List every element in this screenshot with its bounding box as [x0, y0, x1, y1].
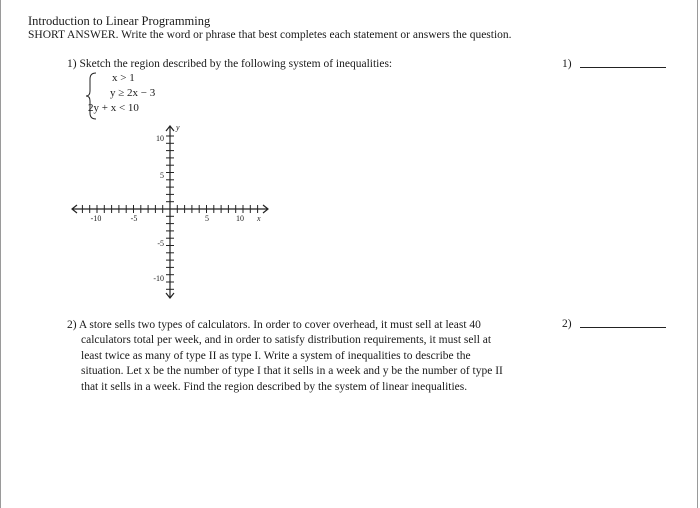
y-axis-label: y: [176, 123, 180, 132]
inequality-2: y ≥ 2x − 3: [110, 87, 156, 99]
y-tick-label: 10: [156, 134, 164, 143]
question-2-line: least twice as many of type II as type I. Write a system of inequalities to describe the: [81, 349, 471, 362]
page-title: Introduction to Linear Programming: [28, 14, 211, 28]
x-tick-label: -5: [130, 214, 138, 223]
x-tick-label: 10: [236, 214, 244, 223]
inequality-1: x > 1: [112, 72, 135, 84]
inequality-3: 2y + x < 10: [88, 102, 139, 114]
answer-2-label: 2): [562, 318, 572, 330]
x-tick-label: -10: [90, 214, 102, 223]
question-2-line: 2) A store sells two types of calculators. In order to cover overhead, it must sell at least 40: [67, 319, 481, 331]
inequality-system: [86, 72, 216, 118]
y-tick-label: -5: [157, 239, 164, 248]
answer-1-line[interactable]: [580, 67, 666, 68]
answer-1-label: 1): [562, 58, 572, 70]
question-2-line: calculators total per week, and in order to satisfy distribution requirements, it must sell at: [81, 334, 492, 347]
coordinate-grid[interactable]: [60, 118, 290, 304]
y-tick-label: -10: [153, 274, 164, 283]
x-axis-label: x: [257, 214, 261, 223]
question-1-prompt: 1) Sketch the region described by the following system of inequalities:: [67, 58, 393, 70]
y-tick-label: 5: [160, 171, 164, 180]
question-2: [67, 318, 547, 395]
question-2-line: that it sells in a week. Find the region described by the system of linear inequalities.: [81, 380, 468, 393]
x-tick-label: 5: [205, 214, 209, 223]
instructions: SHORT ANSWER. Write the word or phrase that best completes each statement or answers the question.: [28, 29, 512, 41]
answer-2-line[interactable]: [580, 327, 666, 328]
question-2-line: situation. Let x be the number of type I that it sells in a week and y be the number of type II: [81, 365, 503, 378]
